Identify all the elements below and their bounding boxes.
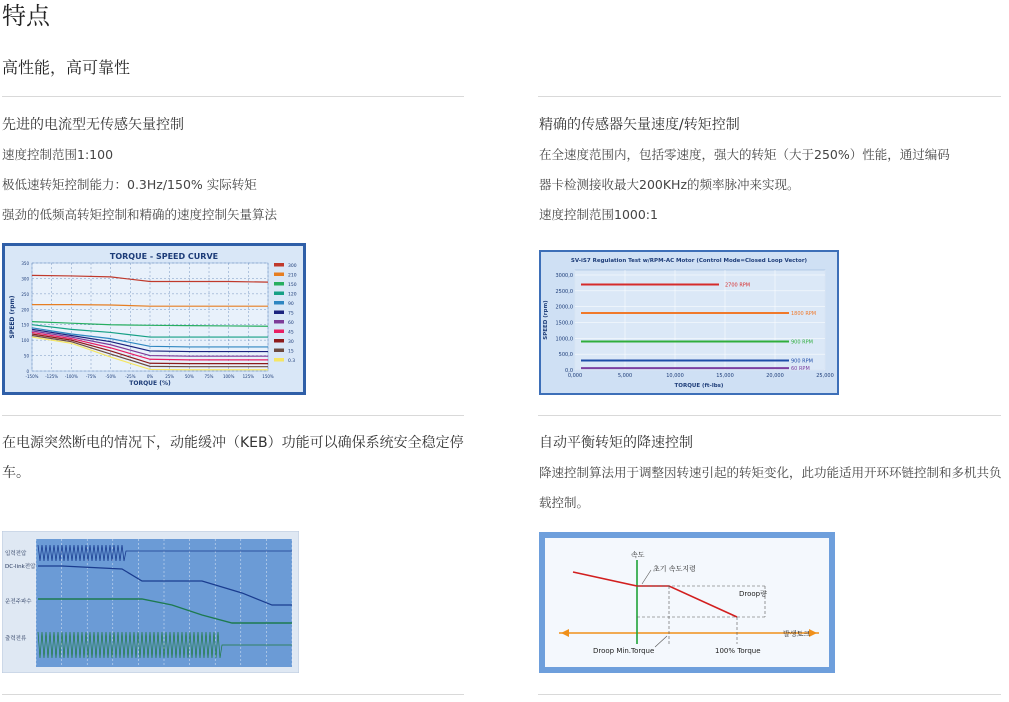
- divider: [538, 96, 1001, 97]
- feature-2-line-2: 器卡检测接收最大200KHz的频率脉冲来实现。: [539, 177, 800, 192]
- fig2-ytick: 2000,0: [555, 304, 573, 311]
- regulation-test-chart: [539, 250, 839, 395]
- fig1-xtick: -125%: [45, 374, 59, 379]
- full-torque-label: 100% Torque: [715, 647, 761, 655]
- fig1-ytick: 250: [21, 291, 29, 297]
- fig1-ytick: 50: [23, 353, 29, 359]
- fig3-label-4: 출력전류: [5, 636, 27, 642]
- feature-2-title: 精确的传感器矢量速度/转矩控制: [539, 117, 740, 133]
- fig1-xtick: 125%: [242, 374, 255, 379]
- fig1-ytick: 200: [21, 307, 29, 313]
- droop-amount-label: Droop량: [739, 590, 767, 598]
- fig1-legend-label: 15: [288, 349, 294, 355]
- fig1-legend-swatch: [274, 349, 284, 353]
- fig2-xtick: 10,000: [666, 373, 684, 379]
- feature-2-line-1: 在全速度范围内，包括零速度，强大的转矩（大于250%）性能，通过编码: [539, 147, 950, 162]
- fig1-legend-label: 150: [288, 283, 297, 288]
- feature-3-title: 在电源突然断电的情况下，动能缓冲（KEB）功能可以确保系统安全稳定停车。: [2, 435, 464, 481]
- fig2-series-label: 900 RPM: [791, 339, 813, 346]
- fig1-xtick: 75%: [204, 374, 214, 379]
- feature-1-line-3: 强劲的低频高转矩控制和精确的速度控制矢量算法: [2, 207, 278, 222]
- fig1-legend-label: 210: [288, 273, 297, 279]
- fig2-series-label: 900 RPM: [791, 358, 813, 365]
- fig1-legend-label: 90: [288, 302, 294, 307]
- fig1-legend-label: 45: [288, 330, 294, 336]
- fig1-legend-swatch: [274, 311, 284, 315]
- fig2-ytick: 2500,0: [555, 288, 573, 295]
- fig1-legend-label: 30: [288, 340, 294, 345]
- divider: [2, 694, 464, 695]
- fig2-ylabel: SPEED (rpm): [543, 300, 549, 340]
- page-title: 特点: [2, 2, 50, 30]
- fig3-label-1: 입력전압: [5, 551, 27, 557]
- fig2-ytick: 500,0: [558, 352, 573, 359]
- fig1-legend-label: 0.3: [288, 359, 296, 364]
- fig1-xtick: -25%: [125, 374, 136, 379]
- fig1-xtick: -50%: [105, 374, 116, 379]
- divider: [538, 694, 1001, 695]
- fig2-ytick: 1500,0: [555, 320, 573, 327]
- fig1-legend-swatch: [274, 273, 284, 277]
- fig1-legend-label: 120: [288, 292, 297, 298]
- torque-label: 발생토크: [783, 630, 811, 638]
- fig1-legend-swatch: [274, 282, 284, 286]
- fig2-series-label: 1800 RPM: [791, 311, 817, 317]
- droop-control-diagram: [539, 532, 835, 673]
- fig1-legend-swatch: [274, 358, 284, 362]
- fig1-xlabel: TORQUE (%): [129, 380, 171, 387]
- feature-1-line-2: 极低速转矩控制能力：0.3Hz/150% 实际转矩: [2, 177, 257, 192]
- keb-waveform-chart: [2, 531, 299, 673]
- fig2-xtick: 25,000: [816, 373, 834, 379]
- fig1-xtick: -100%: [64, 374, 78, 379]
- fig1-legend-swatch: [274, 330, 284, 334]
- fig1-xtick: 0%: [146, 374, 154, 379]
- speed-label: 속도: [631, 551, 645, 559]
- droop-min-label: Droop Min.Torque: [593, 647, 655, 655]
- fig2-xtick: 20,000: [766, 373, 784, 379]
- fig1-ytick: 350: [21, 261, 29, 266]
- fig1-xtick: -75%: [85, 374, 97, 379]
- fig2-xlabel: TORQUE (ft-lbs): [674, 383, 724, 389]
- fig1-ytick: 100: [21, 338, 29, 344]
- fig1-legend-swatch: [274, 320, 284, 324]
- fig2-ytick: 0,0: [565, 368, 573, 374]
- fig1-ylabel: SPEED (rpm): [9, 295, 16, 339]
- fig1-legend-swatch: [274, 263, 284, 267]
- fig2-xtick: 0,000: [567, 373, 583, 379]
- torque-speed-chart: [2, 243, 306, 395]
- fig2-xtick: 15,000: [716, 373, 734, 379]
- fig2-ytick: 1000,0: [555, 336, 573, 343]
- divider: [2, 96, 464, 97]
- fig3-label-3: 운전주파수: [5, 599, 32, 605]
- fig1-legend-swatch: [274, 301, 284, 305]
- feature-1-title: 先进的电流型无传感矢量控制: [2, 117, 184, 133]
- fig1-legend-label: 300: [288, 264, 297, 269]
- fig2-ytick: 3000,0: [555, 273, 573, 279]
- fig1-legend-swatch: [274, 292, 284, 296]
- feature-1-line-1: 速度控制范围1:100: [2, 147, 114, 162]
- fig2-series-label: 60 RPM: [791, 366, 810, 373]
- divider: [2, 415, 464, 416]
- fig1-ytick: 300: [21, 276, 29, 282]
- fig1-ytick: 0: [26, 369, 29, 374]
- feature-2-line-3: 速度控制范围1000:1: [539, 207, 658, 222]
- fig1-xtick: 150%: [262, 374, 274, 379]
- feature-4-line-1: 降速控制算法用于调整因转速引起的转矩变化，此功能适用开环环链控制和多机共负载控制。: [539, 465, 1002, 510]
- fig1-legend-label: 75: [288, 311, 294, 317]
- feature-4-title: 自动平衡转矩的降速控制: [539, 435, 693, 451]
- fig1-xtick: 100%: [222, 374, 235, 379]
- fig1-xtick: 25%: [165, 374, 175, 379]
- divider: [538, 415, 1001, 416]
- fig1-xtick: -150%: [25, 374, 39, 379]
- fig2-title: SV-iS7 Regulation Test w/RPM-AC Motor (Control Mode=Closed Loop Vector): [570, 258, 808, 264]
- fig1-legend-swatch: [274, 339, 284, 343]
- fig3-label-2: DC-link전압: [5, 564, 36, 570]
- fig1-legend-label: 60: [288, 321, 294, 326]
- fig1-ytick: 150: [21, 322, 29, 328]
- initial-speed-label: 초기 속도지령: [653, 565, 696, 573]
- page-subtitle: 高性能，高可靠性: [2, 58, 131, 77]
- fig2-series-label: 2700 RPM: [725, 282, 751, 289]
- fig2-xtick: 5,000: [617, 373, 633, 379]
- fig1-xtick: 50%: [184, 374, 194, 379]
- fig1-title: TORQUE - SPEED CURVE: [109, 252, 219, 261]
